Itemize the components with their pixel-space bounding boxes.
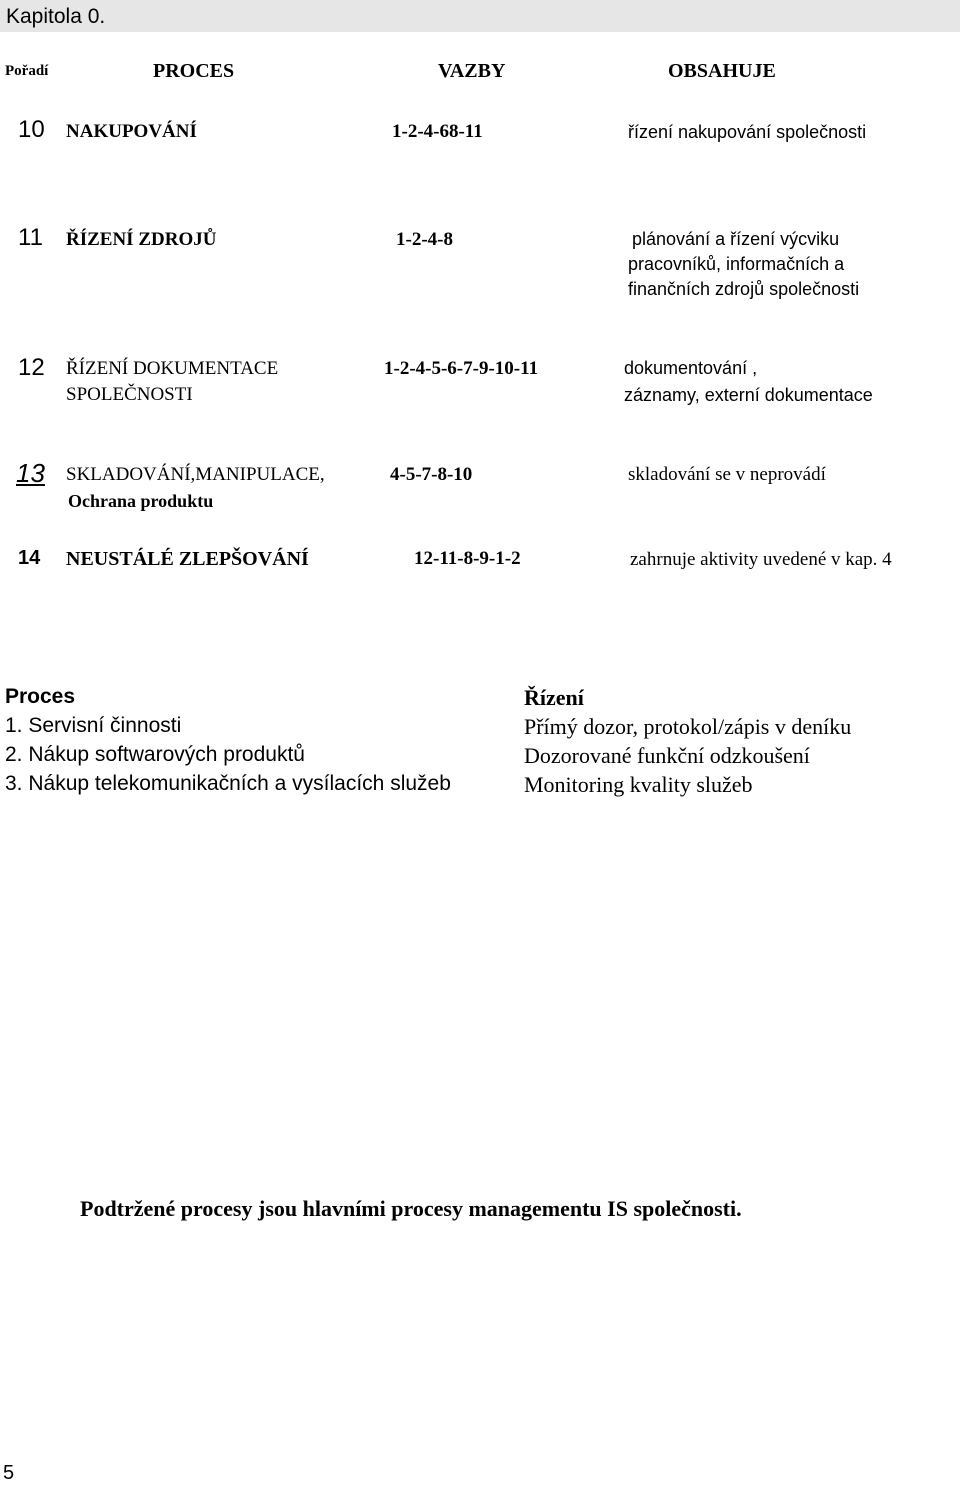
row-links: 4-5-7-8-10 — [390, 464, 473, 485]
row-contains-line: plánování a řízení výcviku — [632, 229, 840, 249]
control-item-process: 3. Nákup telekomunikačních a vysílacích služeb — [5, 772, 451, 795]
row-contains: zahrnuje aktivity uvedené v kap. 4 — [630, 549, 892, 570]
row-process-line: Ochrana produktu — [68, 491, 214, 511]
control-table-head-process: Proces — [5, 685, 76, 708]
row-links: 1-2-4-5-6-7-9-10-11 — [384, 358, 539, 379]
row-contains-line: finančních zdrojů společnosti — [628, 279, 860, 299]
control-table-head-control: Řízení — [524, 685, 584, 710]
column-heading-order: Pořadí — [5, 63, 49, 79]
row-contains-line: záznamy, externí dokumentace — [624, 385, 873, 405]
control-item-process: 1. Servisní činnosti — [5, 714, 182, 737]
row-number: 10 — [18, 116, 45, 143]
row-number: 14 — [18, 547, 41, 569]
row-contains: řízení nakupování společnosti — [628, 122, 867, 142]
header-bar — [0, 0, 960, 32]
row-process-line: ŘÍZENÍ DOKUMENTACE — [66, 358, 279, 379]
row-process-line: SKLADOVÁNÍ,MANIPULACE, — [66, 464, 325, 485]
column-heading-process: PROCES — [153, 60, 235, 82]
row-process-line: SPOLEČNOSTI — [66, 384, 193, 405]
column-heading-links: VAZBY — [438, 60, 506, 82]
row-contains-line: pracovníků, informačních a — [628, 254, 845, 274]
row-number: 12 — [18, 354, 45, 381]
control-item-control: Monitoring kvality služeb — [524, 772, 753, 797]
column-heading-contains: OBSAHUJE — [668, 60, 776, 82]
row-links: 12-11-8-9-1-2 — [414, 548, 521, 569]
control-item-control: Přímý dozor, protokol/zápis v deníku — [524, 714, 852, 739]
row-contains-line: dokumentování , — [624, 358, 758, 378]
row-contains: skladování se v neprovádí — [628, 464, 826, 485]
row-process: ŘÍZENÍ ZDROJŮ — [66, 229, 217, 250]
row-number-main-process: 13 — [16, 458, 45, 488]
row-links: 1-2-4-8 — [396, 229, 453, 250]
page-number: 5 — [3, 1462, 15, 1484]
row-process: NAKUPOVÁNÍ — [66, 121, 197, 142]
row-links: 1-2-4-68-11 — [392, 121, 483, 142]
control-item-control: Dozorované funkční odzkoušení — [524, 743, 810, 768]
footer-note: Podtržené procesy jsou hlavními procesy managementu IS společnosti. — [80, 1196, 742, 1221]
row-process: NEUSTÁLÉ ZLEPŠOVÁNÍ — [66, 548, 309, 570]
chapter-title: Kapitola 0. — [6, 5, 106, 28]
row-number: 11 — [18, 224, 43, 251]
control-item-process: 2. Nákup softwarových produktů — [5, 743, 305, 766]
